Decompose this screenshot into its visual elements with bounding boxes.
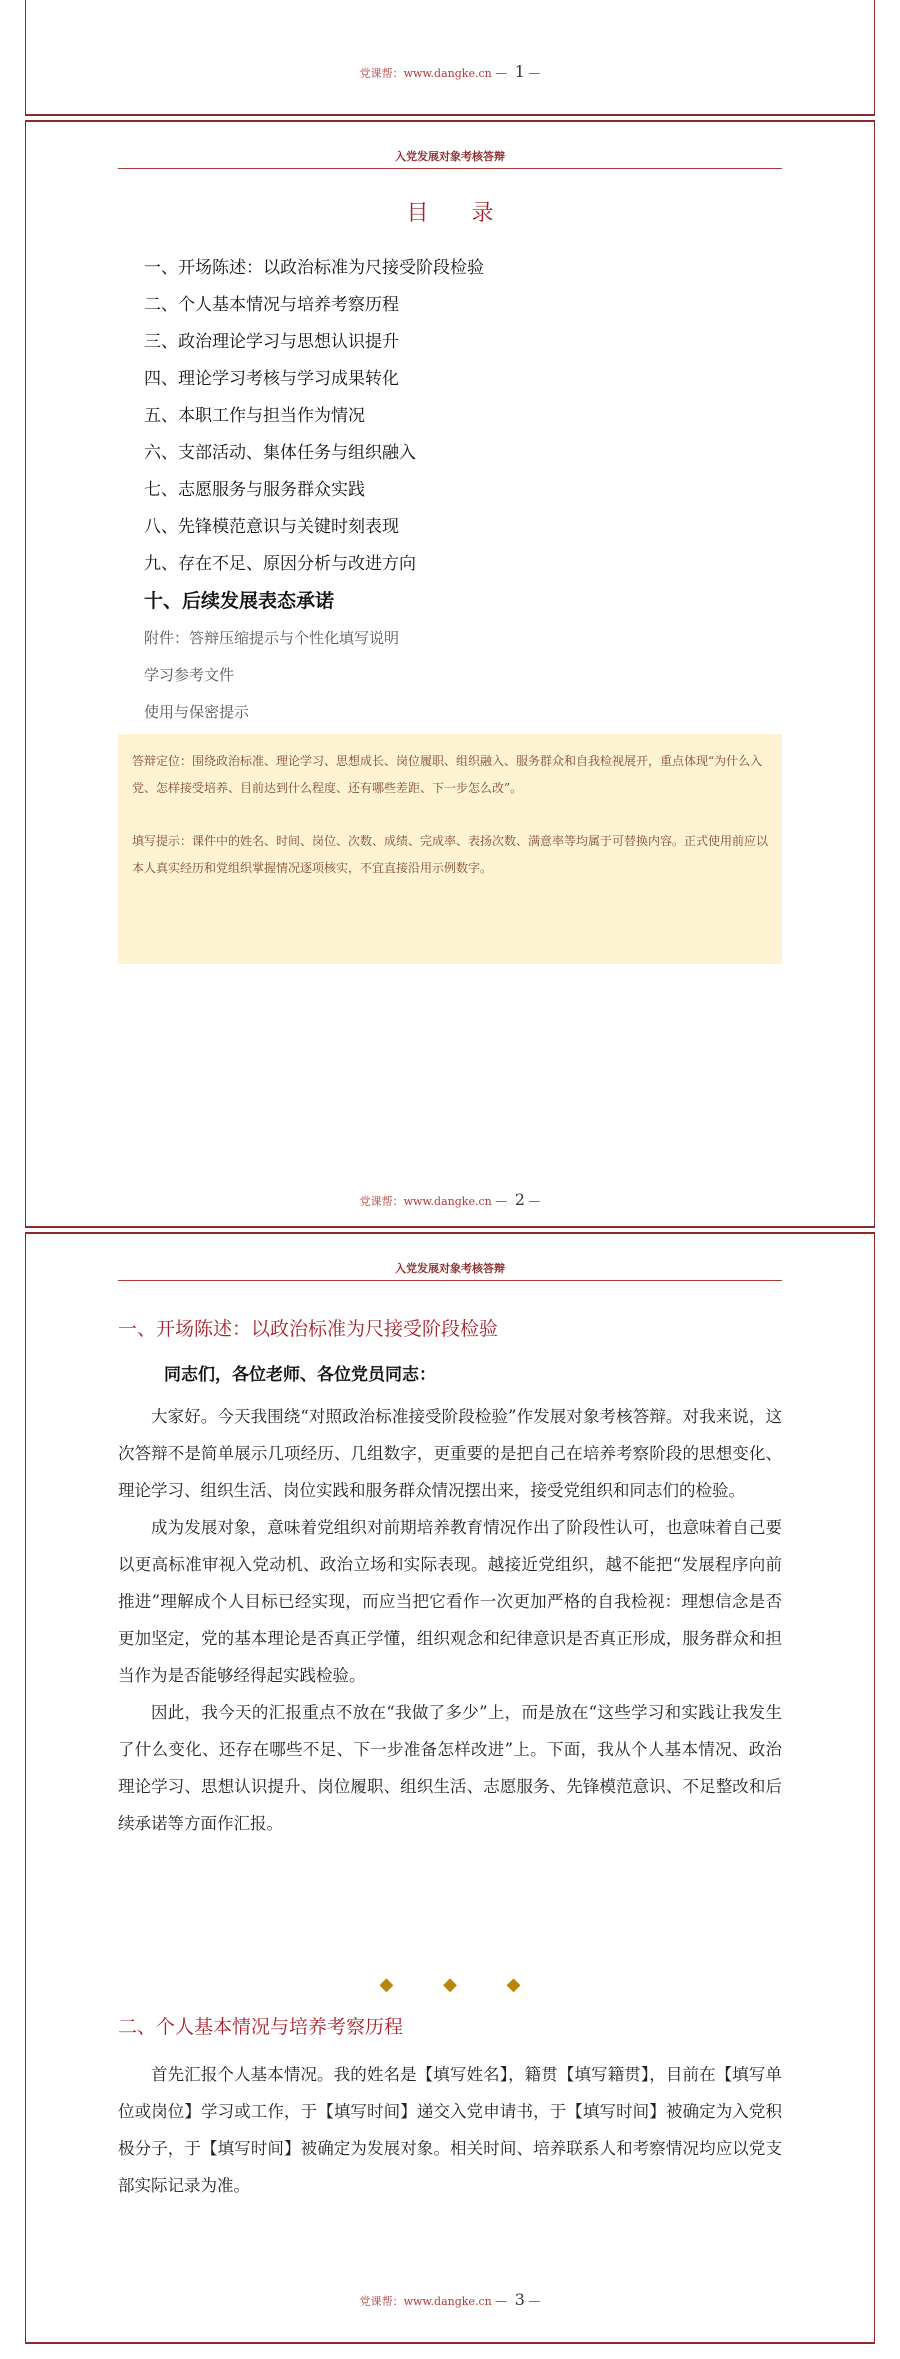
toc-item[interactable]: 六、支部活动、集体任务与组织融入 xyxy=(144,443,416,463)
running-header: 入党发展对象考核答辩 xyxy=(118,148,782,169)
paragraph: 首先汇报个人基本情况。我的姓名是【填写姓名】，籍贯【填写籍贯】，目前在【填写单位或岗位】学习或工作，于【填写时间】递交入党申请书，于【填写时间】被确定为入党积极分子，于【填写时间】被确定为发展对象。相关时间、培养联系人和考察情况均应以党支部实际记录为准。 xyxy=(118,2065,782,2195)
section-2-body xyxy=(118,2056,782,2204)
note-fill-tip: 填写提示：课件中的姓名、时间、岗位、次数、成绩、完成率、表扬次数、满意率等均属于可替换内容。正式使用前应以本人真实经历和党组织掌握情况逐项核实，不宜直接沿用示例数字。 xyxy=(132,834,769,875)
toc-item[interactable]: 四、理论学习考核与学习成果转化 xyxy=(144,369,399,389)
section-1-body xyxy=(118,1398,782,1842)
paragraph: 因此，我今天的汇报重点不放在“我做了多少”上，而是放在“这些学习和实践让我发生了什么变化、还存在哪些不足、下一步准备怎样改进”上。下面，我从个人基本情况、政治理论学习、思想认识提升、岗位履职、组织生活、志愿服务、先锋模范意识、不足整改和后续承诺等方面作汇报。 xyxy=(118,1703,782,1833)
page-footer: 党课帮：www.dangke.cn — 1 — xyxy=(359,62,541,81)
footer-site-label: 党课帮：www.dangke.cn xyxy=(359,2295,492,2308)
toc-item-usage-notice[interactable]: 使用与保密提示 xyxy=(144,703,250,721)
page-footer: 党课帮：www.dangke.cn — 3 — xyxy=(359,2290,541,2309)
footer-site-label: 党课帮：www.dangke.cn xyxy=(359,1195,492,1208)
page-number: 2 xyxy=(514,1190,525,1209)
toc-item[interactable]: 九、存在不足、原因分析与改进方向 xyxy=(144,554,416,574)
note-box xyxy=(118,734,782,964)
section-divider: ◆ ◆ ◆ xyxy=(379,1974,543,1995)
toc-item[interactable]: 三、政治理论学习与思想认识提升 xyxy=(144,332,399,352)
toc-item-references[interactable]: 学习参考文件 xyxy=(144,666,235,684)
toc-item[interactable]: 一、开场陈述：以政治标准为尺接受阶段检验 xyxy=(144,258,484,278)
page-2-toc xyxy=(25,120,875,1228)
toc-item[interactable]: 七、志愿服务与服务群众实践 xyxy=(144,480,365,500)
toc-item-appendix[interactable]: 附件：答辩压缩提示与个性化填写说明 xyxy=(144,629,400,647)
page-number: 3 xyxy=(514,2290,525,2309)
toc-item[interactable]: 二、个人基本情况与培养考察历程 xyxy=(144,295,399,315)
toc-item[interactable]: 五、本职工作与担当作为情况 xyxy=(144,406,365,426)
footer-site-label: 党课帮：www.dangke.cn xyxy=(359,67,492,80)
section-2-title: 二、个人基本情况与培养考察历程 xyxy=(118,2016,404,2038)
section-1-title: 一、开场陈述：以政治标准为尺接受阶段检验 xyxy=(118,1318,499,1340)
running-header: 入党发展对象考核答辩 xyxy=(118,1260,782,1281)
paragraph: 成为发展对象，意味着党组织对前期培养教育情况作出了阶段性认可，也意味着自己要以更高标准审视入党动机、政治立场和实际表现。越接近党组织，越不能把“发展程序向前推进”理解成个人目标已经实现，而应当把它看作一次更加严格的自我检视：理想信念是否更加坚定，党的基本理论是否真正学懂，组织观念和纪律意识是否真正形成，服务群众和担当作为是否能够经得起实践检验。 xyxy=(118,1518,782,1685)
toc-item[interactable]: 十、后续发展表态承诺 xyxy=(144,590,335,612)
salutation: 同志们，各位老师、各位党员同志： xyxy=(164,1365,436,1385)
page-1-fragment xyxy=(25,0,875,116)
page-footer: 党课帮：www.dangke.cn — 2 — xyxy=(359,1190,541,1209)
page-number: 1 xyxy=(514,62,525,81)
toc-title: 目 录 xyxy=(406,201,512,226)
note-positioning: 答辩定位：围绕政治标准、理论学习、思想成长、岗位履职、组织融入、服务群众和自我检视展开，重点体现“为什么入党、怎样接受培养、目前达到什么程度、还有哪些差距、下一步怎么改”。 xyxy=(132,754,763,795)
page-3-content xyxy=(25,1232,875,2344)
toc-list xyxy=(144,250,782,731)
toc-item[interactable]: 八、先锋模范意识与关键时刻表现 xyxy=(144,517,399,537)
paragraph: 大家好。今天我围绕“对照政治标准接受阶段检验”作发展对象考核答辩。对我来说，这次答辩不是简单展示几项经历、几组数字，更重要的是把自己在培养考察阶段的思想变化、理论学习、组织生活、岗位实践和服务群众情况摆出来，接受党组织和同志们的检验。 xyxy=(118,1407,782,1500)
